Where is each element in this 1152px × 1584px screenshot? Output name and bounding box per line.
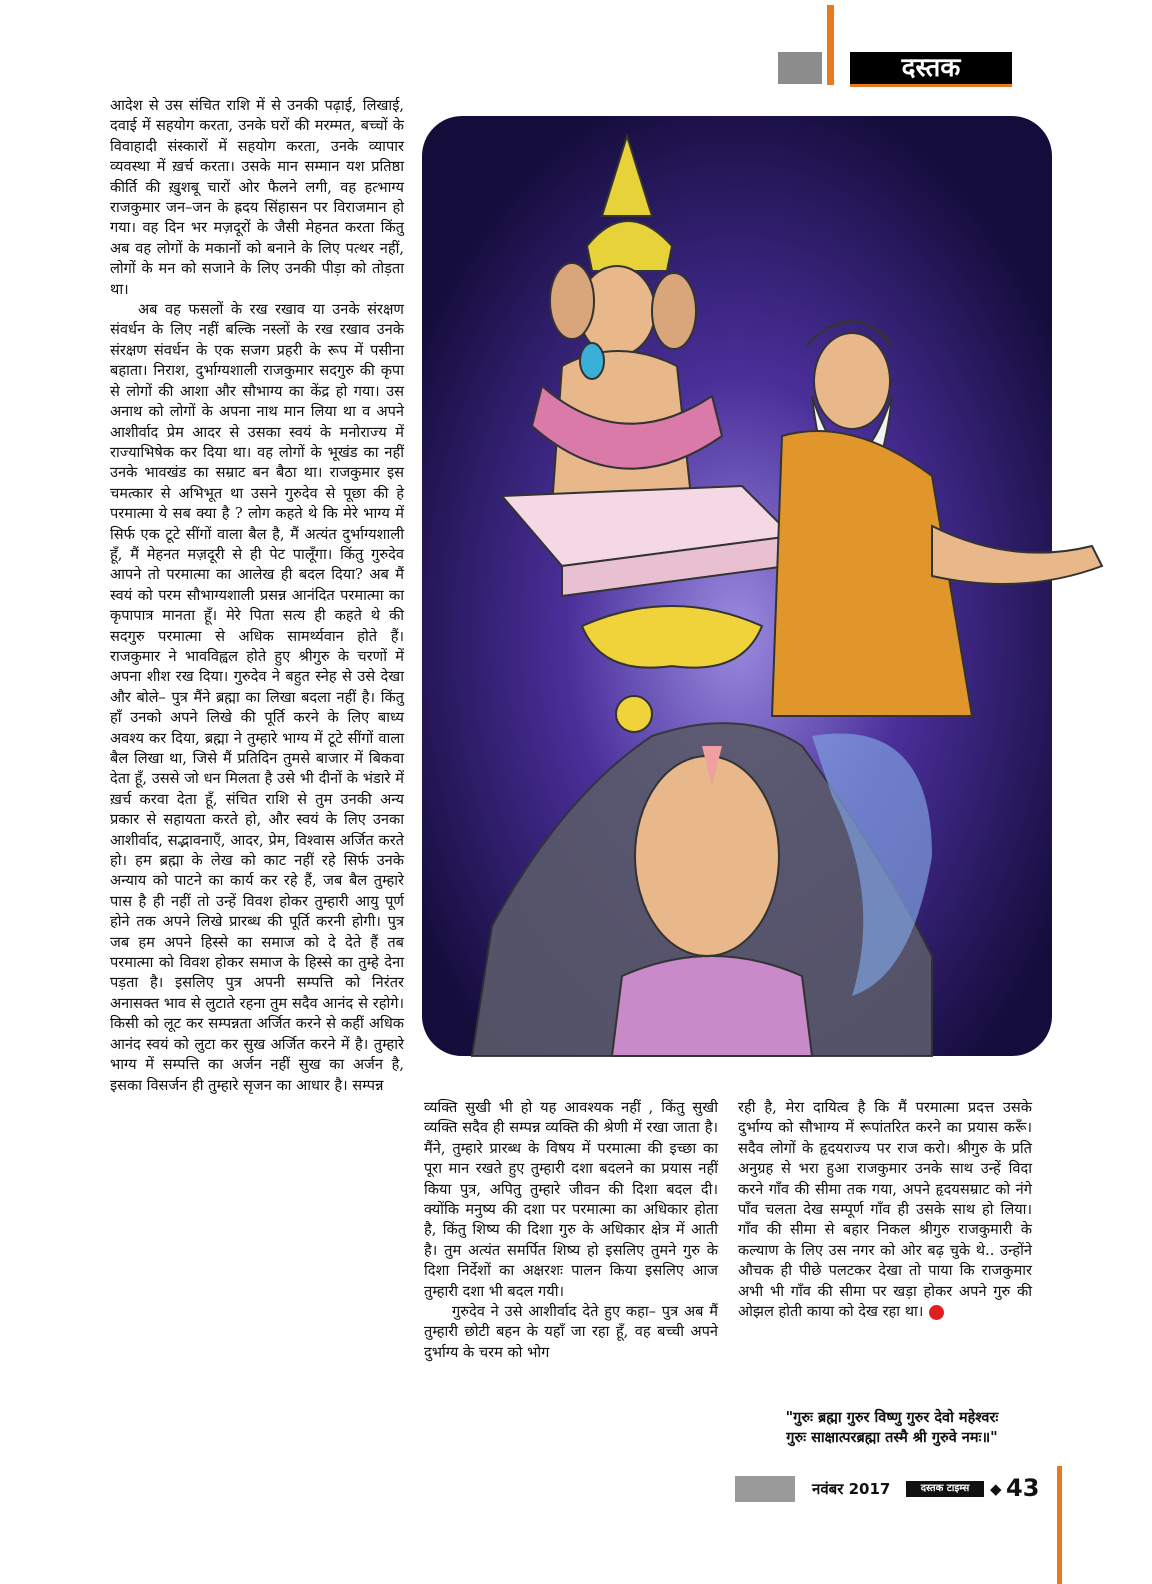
mythology-illustration: [412, 96, 1128, 1090]
golden-ornament: [582, 606, 762, 668]
closing-shloka: [742, 1408, 1042, 1448]
paragraph: व्यक्ति सुखी भी हो यह आवश्यक नहीं , किंतु सुखी व्यक्ति सदैव ही सम्पन्न व्यक्ति की श्रेणी में रखा जाता है। मैंने, तुम्हारे प्रारब्ध के विषय में परमात्मा की इच्छा का पूरा मान रखते हुए तुम्हारी दशा बदलने का प्रयास नहीं किया पुत्र, अपितु तुम्हारे जीवन की दिशा बदल दी। क्योंकि मनुष्य की दशा पर परमात्मा का अधिकार होता है, किंतु शिष्य की दिशा गुरु के अधिकार क्षेत्र में आती है। तुम अत्यंत समर्पित शिष्य हो इसलिए तुमने गुरु के दिशा निर्देशों का अक्षरशः पालन किया इसलिए आज तुम्हारी दशा भी बदल गयी।: [424, 1099, 718, 1300]
shloka-line-1: "गुरुः ब्रह्मा गुरुर विष्णु गुरुर देवो महेश्वरः: [785, 1409, 999, 1426]
header-orange-rule: [827, 5, 834, 85]
masthead-logo: दस्तक: [850, 52, 1012, 87]
paragraph-text: रही है, मेरा दायित्व है कि मैं परमात्मा प्रदत्त उसके दुर्भाग्य को सौभाग्य में रूपांतरित करने का प्रयास करूँ। सदैव लोगों के हृदयराज्य पर राज करो। श्रीगुरु के प्रति अनुग्रह से भरा हुआ राजकुमार उनके साथ उन्हें विदा करने गाँव की सीमा तक गया, अपने हृदयसम्राट को नंगे पाँव चलता देख सम्पूर्ण गाँव ही उसके साथ हो लिया। गाँव की सीमा से बहार निकल श्रीगुरु राजकुमारी के कल्याण के लिए उस नगर को ओर बढ़ चुके थे.. उन्होंने औचक ही पीछे पलटकर देखा तो पाया कि राजकुमार अभी भी गाँव की सीमा पर खड़ा होकर अपने गुरु की ओझल होती काया को देख रहा था।: [738, 1099, 1032, 1321]
paragraph: अब वह फसलों के रख रखाव या उनके संरक्षण संवर्धन के लिए नहीं बल्कि नस्लों के रख रखाव उनके संरक्षण संवर्धन के एक सजग प्रहरी के रूप में पसीना बहाता। निराश, दुर्भाग्यशाली राजकुमार सदगुरु की कृपा से लोगों की आशा और सौभाग्य का केंद्र हो गया। उस अनाथ को लोगों के अपना नाथ मान लिया था व अपने आशीर्वाद प्रेम आदर से उसका स्वयं के मनोराज्य में राज्याभिषेक कर दिया था। वह लोगों के भूखंड का नहीं उनके भावखंड का सम्राट बन बैठा था। राजकुमार इस चमत्कार से अभिभूत था उसने गुरुदेव से पूछा की हे परमात्मा ये सब क्या है ? लोग कहते थे कि मेरे भाग्य में सिर्फ एक टूटे सींगों वाला बैल है, मैं अत्यंत दुर्भाग्यशाली हूँ, मैं मेहनत मज़दूरी से ही पेट पालूँगा। किंतु गुरुदेव आपने तो परमात्मा का आलेख ही बदल दिया? अब मैं स्वयं को परम सौभाग्यशाली प्रसन्न आनंदित परमात्मा का कृपापात्र मानता हूँ। मेरे पिता सत्य ही कहते थे की सदगुरु परमात्मा से अधिक सामर्थ्यवान होते हैं। राजकुमार ने भावविह्वल होते हुए श्रीगुरु के चरणों में अपना शीश रख दिया। गुरुदेव ने बहुत स्नेह से उसे देखा और बोले– पुत्र मैंने ब्रह्मा का लिखा बदला नहीं है। किंतु हाँ उनको अपने लिखे की पूर्ति करने के लिए बाध्य अवश्य कर दिया, ब्रह्मा ने तुम्हारे भाग्य में टूटे सींगों वाला बैल लिखा था, जिसे मैं प्रतिदिन तुमसे बाजार में बिकवा देता हूँ, उससे जो धन मिलता है उसे भी दीनों के भंडारे में ख़र्च करवा देता हूँ, संचित राशि से तुम उनकी अन्य प्रकार से सहायता करते हो, और स्वयं के लिए उनका आशीर्वाद, सद्भावनाएँ, आदर, प्रेम, विश्वास अर्जित करते हो। हम ब्रह्मा के लेख को काट नहीं रहे सिर्फ उनके अन्याय को पाटने का कार्य कर रहे हैं, जब बैल तुम्हारे पास है ही नहीं तो उन्हें विवश होकर तुम्हारी आयु पूर्ण होने तक अपने लिखे प्रारब्ध की पूर्ति करनी होगी। पुत्र जब हम अपने हिस्से का समाज को दे देते हैं तब परमात्मा को विवश होकर समाज के हिस्से का तुम्हे देना पड़ता है। इसलिए पुत्र अपनी सम्पत्ति को निरंतर अनासक्त भाव से लुटाते रहना तुम सदैव आनंद से रहोगे। किसी को लूट कर सम्पन्नता अर्जित करने से कहीं अधिक आनंद स्वयं को लुटा कर सुख अर्जित करने में है। तुम्हारे भाग्य में सम्पत्ति का अर्जन नहीं सुख का अर्जन है, इसका विसर्जन ही तुम्हारे सृजन का आधार है। सम्पन्न: [110, 301, 404, 1094]
footer-gray-block: [735, 1476, 795, 1502]
footer-separator: ◆: [990, 1480, 1002, 1498]
article-column-1: [110, 96, 404, 1096]
paragraph: [738, 1098, 1032, 1322]
end-marker-icon: [929, 1305, 944, 1320]
paragraph: गुरुदेव ने उसे आशीर्वाद देते हुए कहा– पुत्र अब मैं तुम्हारी छोटी बहन के यहाँ जा रहा हूँ, वह बच्ची अपने दुर्भाग्य के चरम को भोग: [424, 1303, 718, 1361]
footer-brand-logo: दस्तक टाइम्स: [906, 1481, 984, 1497]
paragraph: आदेश से उस संचित राशि में से उनकी पढ़ाई, लिखाई, दवाई में सहयोग करता, उनके घरों की मरम्मत, बच्चों के विवाहादी संस्कारों में सहयोग करता, उनके व्यापार व्यवस्था में ख़र्च करता। उसके मान सम्मान यश प्रतिष्ठा कीर्ति की ख़ुशबू चारों ओर फैलने लगी, वह हत्भाग्य राजकुमार जन–जन के ह्रदय सिंहासन पर विराजमान हो गया। वह दिन भर मज़दूरों के जैसी मेहनत करता किंतु अब वह लोगों के मकानों को बनाने के लिए पत्थर नहीं, लोगों के मन को सजाने के लिए उनकी पीड़ा को तोड़ता था।: [110, 97, 404, 298]
footer-issue: नवंबर 2017: [812, 1480, 891, 1498]
page-number: 43: [1006, 1474, 1040, 1502]
article-column-3: [738, 1098, 1032, 1322]
shloka-line-2: गुरुः साक्षात्परब्रह्मा तस्मै श्री गुरुवे नमः॥": [786, 1429, 998, 1446]
article-column-2: [424, 1098, 718, 1363]
header-gray-block: [778, 52, 822, 84]
footer-orange-rule: [1057, 1466, 1062, 1584]
